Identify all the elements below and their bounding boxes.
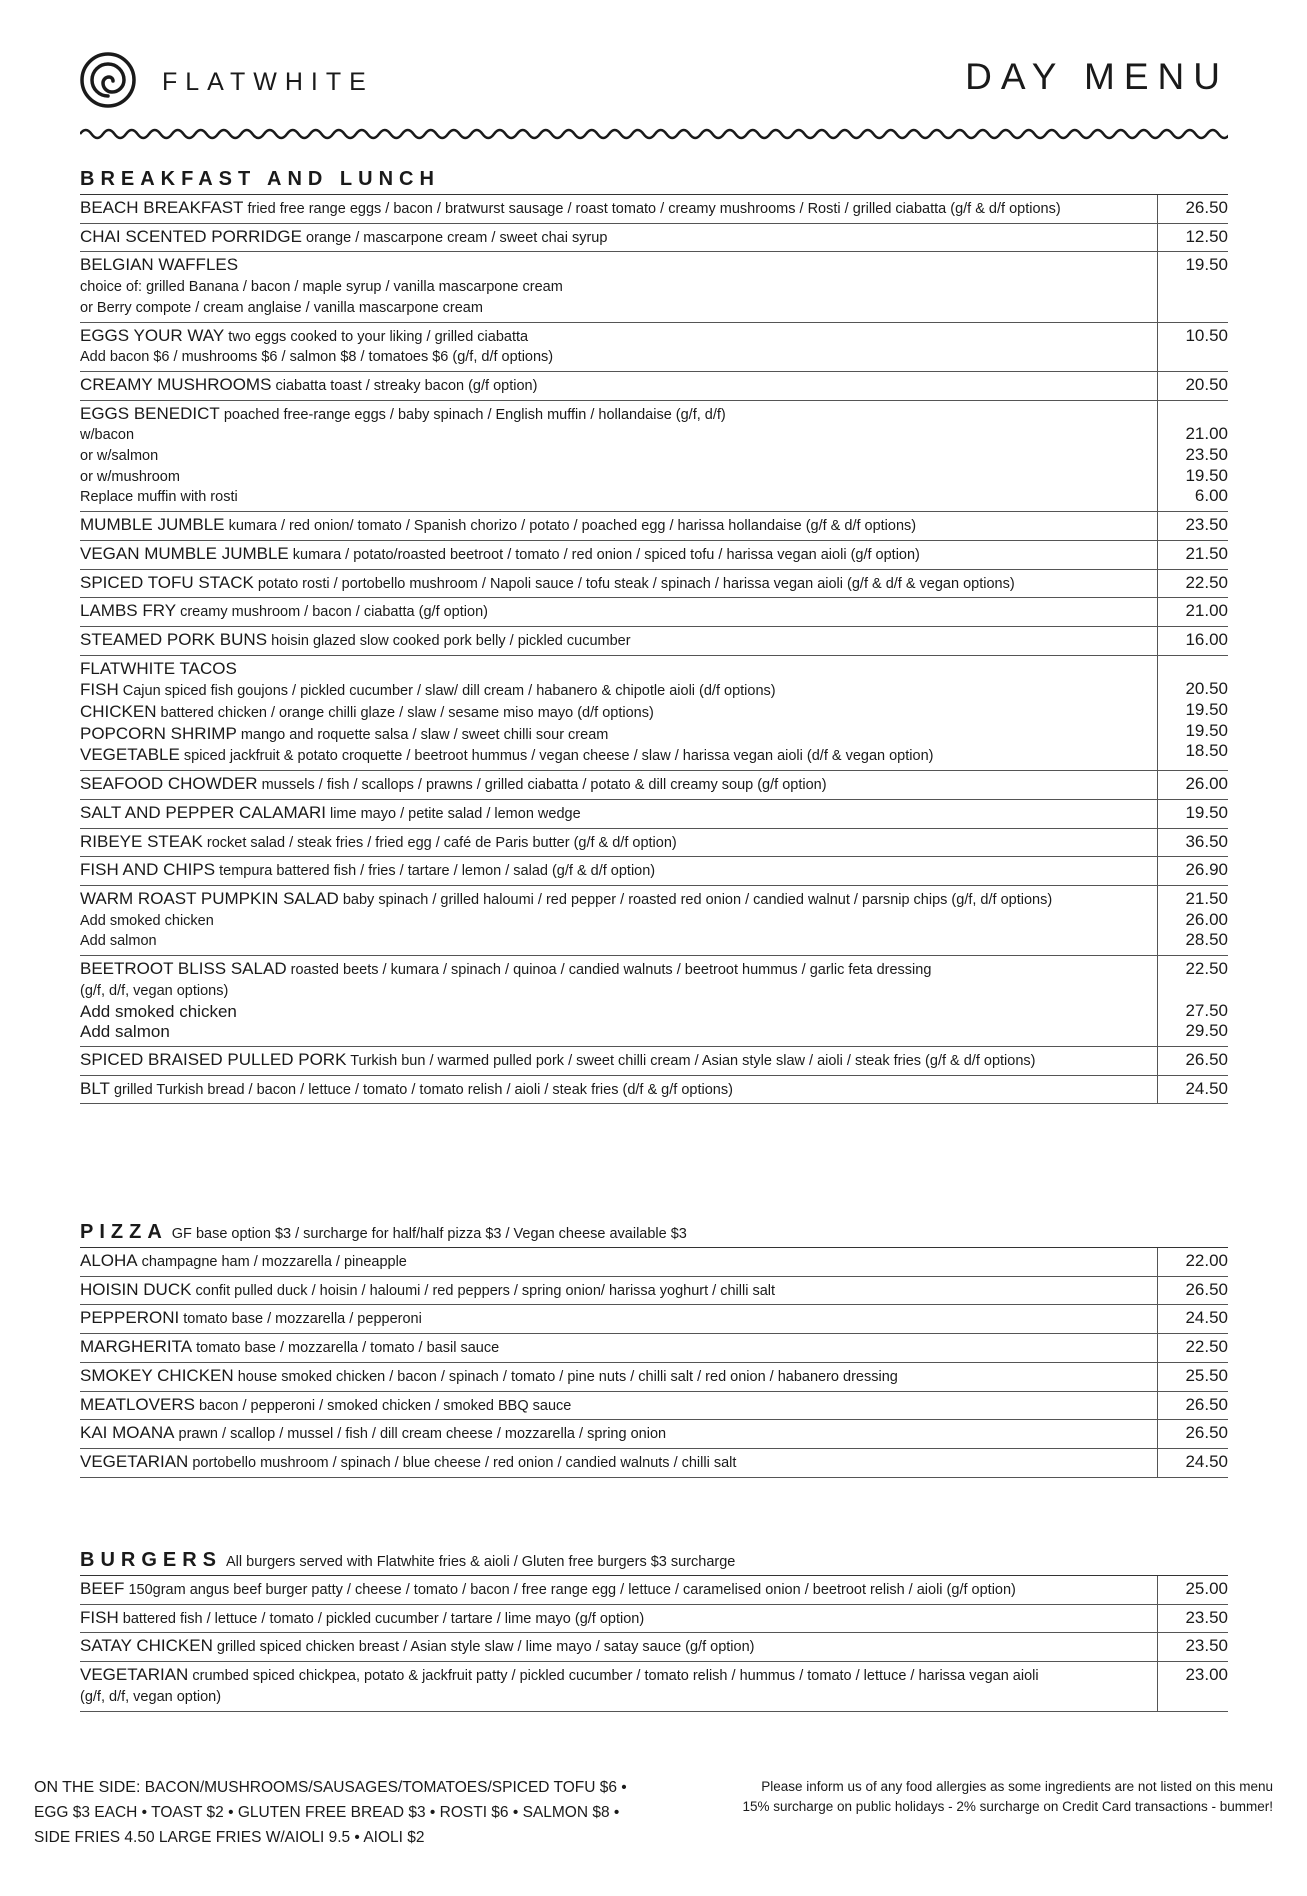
item-line bbox=[80, 1579, 1149, 1601]
item-description: two eggs cooked to your liking / grilled ciabatta bbox=[228, 328, 529, 345]
item-description: ciabatta toast / streaky bacon (g/f option) bbox=[275, 377, 538, 394]
item-option: Add smoked chicken bbox=[80, 912, 214, 929]
side-orders bbox=[34, 1775, 627, 1850]
side-label: ON THE SIDE: bbox=[34, 1779, 141, 1796]
price-value bbox=[1158, 659, 1228, 680]
item-details bbox=[80, 829, 1158, 857]
menu-item-spiced-braised-pulled-pork bbox=[80, 1047, 1228, 1076]
item-line bbox=[80, 1366, 1149, 1388]
item-line bbox=[80, 860, 1149, 882]
taco-popcorn-shrimp bbox=[80, 724, 1149, 746]
item-name: CREAMY MUSHROOMS bbox=[80, 374, 272, 394]
item-line bbox=[80, 601, 1149, 623]
price-value: 19.50 bbox=[1185, 465, 1228, 485]
item-details bbox=[80, 1392, 1158, 1420]
menu-item-salt-and-pepper-calamari bbox=[80, 800, 1228, 829]
price-value: 23.50 bbox=[1185, 515, 1228, 535]
item-description: lime mayo / petite salad / lemon wedge bbox=[329, 805, 581, 822]
price-value: 36.50 bbox=[1185, 831, 1228, 851]
item-description: grilled spiced chicken breast / Asian style slaw / lime mayo / satay sauce (g/f option) bbox=[216, 1639, 755, 1656]
item-line bbox=[80, 1050, 1149, 1072]
menu-item-lambs-fry bbox=[80, 598, 1228, 627]
item-name: MEATLOVERS bbox=[80, 1394, 195, 1414]
item-details bbox=[80, 800, 1158, 828]
item-name: HOISIN DUCK bbox=[80, 1279, 192, 1299]
price-value: 19.50 bbox=[1185, 802, 1228, 822]
price-value: 29.50 bbox=[1185, 1021, 1228, 1041]
price-value: 21.50 bbox=[1185, 888, 1228, 908]
item-details bbox=[80, 195, 1158, 223]
item-line bbox=[80, 630, 1149, 652]
item-price bbox=[1158, 570, 1228, 598]
price-value bbox=[1158, 980, 1228, 1001]
price-value: 21.00 bbox=[1185, 424, 1228, 444]
price-value: 21.00 bbox=[1185, 601, 1228, 621]
item-details bbox=[80, 956, 1158, 1046]
item-option: w/bacon bbox=[80, 427, 135, 444]
menu-item-steamed-pork-buns bbox=[80, 627, 1228, 656]
menu-item-beetroot-bliss-salad bbox=[80, 956, 1228, 1047]
item-option: (g/f, d/f, vegan option) bbox=[80, 1688, 222, 1705]
taco-description: battered chicken / orange chilli glaze / slaw / sesame miso mayo (d/f options) bbox=[160, 705, 654, 722]
item-description: battered fish / lettuce / tomato / pickled cucumber / tartare / lime mayo (g/f option) bbox=[122, 1610, 645, 1627]
taco-name: FISH bbox=[80, 680, 119, 700]
item-name: BEETROOT BLISS SALAD bbox=[80, 959, 287, 979]
taco-description: Cajun spiced fish goujons / pickled cucumber / slaw/ dill cream / habanero & chipotle aioli (d/f options) bbox=[122, 683, 776, 700]
item-option: choice of: grilled Banana / bacon / maple syrup / vanilla mascarpone cream bbox=[80, 279, 563, 296]
item-line bbox=[80, 1395, 1149, 1417]
item-details bbox=[80, 771, 1158, 799]
item-line bbox=[80, 198, 1149, 220]
item-details bbox=[80, 372, 1158, 400]
item-price bbox=[1158, 656, 1228, 771]
item-line bbox=[80, 1251, 1149, 1273]
item-option: or Berry compote / cream anglaise / vanilla mascarpone cream bbox=[80, 299, 483, 316]
menu-item-satay-chicken bbox=[80, 1633, 1228, 1662]
item-details bbox=[80, 224, 1158, 252]
menu-item-mumble-jumble bbox=[80, 512, 1228, 541]
price-value: 24.50 bbox=[1185, 1308, 1228, 1328]
item-details bbox=[80, 1363, 1158, 1391]
item-price bbox=[1158, 372, 1228, 400]
price-value: 24.50 bbox=[1185, 1078, 1228, 1098]
price-value: 19.50 bbox=[1185, 700, 1228, 720]
item-price bbox=[1158, 1662, 1228, 1710]
item-name: BEACH BREAKFAST bbox=[80, 198, 244, 217]
item-price bbox=[1158, 195, 1228, 223]
item-line bbox=[80, 1636, 1149, 1658]
item-name: WARM ROAST PUMPKIN SALAD bbox=[80, 888, 339, 908]
brand-name: FLATWHITE bbox=[162, 68, 374, 96]
menu-item-vegetarian bbox=[80, 1662, 1228, 1711]
surcharge-note: 15% surcharge on public holidays - 2% surcharge on Credit Card transactions - bummer! bbox=[742, 1799, 1273, 1814]
item-line bbox=[80, 1308, 1149, 1330]
item-details bbox=[80, 401, 1158, 512]
item-price bbox=[1158, 1248, 1228, 1276]
item-price bbox=[1158, 598, 1228, 626]
item-name: PEPPERONI bbox=[80, 1308, 180, 1328]
price-value: 6.00 bbox=[1194, 486, 1228, 506]
menu-item-flatwhite-tacos bbox=[80, 656, 1228, 772]
menu-item-belgian-waffles bbox=[80, 252, 1228, 322]
menu-item-vegetarian bbox=[80, 1449, 1228, 1478]
taco-vegetable bbox=[80, 745, 1149, 767]
price-value: 27.50 bbox=[1185, 1000, 1228, 1020]
item-price bbox=[1158, 323, 1228, 371]
item-details bbox=[80, 1605, 1158, 1633]
item-description: hoisin glazed slow cooked pork belly / pickled cucumber bbox=[271, 632, 631, 649]
item-price bbox=[1158, 1420, 1228, 1448]
menu-item-vegan-mumble-jumble bbox=[80, 541, 1228, 570]
item-description: baby spinach / grilled haloumi / red pepper / roasted red onion / candied walnut / parsnip chips (g/f, d/f options) bbox=[342, 891, 1053, 908]
item-name: VEGETARIAN bbox=[80, 1451, 189, 1471]
item-details bbox=[80, 1047, 1158, 1075]
item-price bbox=[1158, 800, 1228, 828]
section-note: All burgers served with Flatwhite fries & aioli / Gluten free burgers $3 surcharge bbox=[226, 1554, 736, 1570]
taco-name: POPCORN SHRIMP bbox=[80, 723, 237, 743]
price-value: 26.50 bbox=[1185, 1394, 1228, 1414]
menu-item-chai-scented-porridge bbox=[80, 224, 1228, 253]
item-line bbox=[80, 803, 1149, 825]
item-option: Replace muffin with rosti bbox=[80, 489, 238, 506]
menu-item-seafood-chowder bbox=[80, 771, 1228, 800]
item-addon: Add salmon bbox=[80, 1022, 170, 1042]
item-price bbox=[1158, 1605, 1228, 1633]
item-line bbox=[80, 404, 1149, 426]
taco-chicken bbox=[80, 702, 1149, 724]
wave-divider bbox=[80, 123, 1228, 145]
item-line bbox=[80, 573, 1149, 595]
item-name: VEGETARIAN bbox=[80, 1665, 189, 1685]
item-line bbox=[80, 1280, 1149, 1302]
item-description: kumara / potato/roasted beetroot / tomato / red onion / spiced tofu / harissa vegan aioli (g/f option) bbox=[292, 546, 920, 563]
item-description: mussels / fish / scallops / prawns / grilled ciabatta / potato & dill creamy soup (g/f option) bbox=[261, 777, 827, 794]
menu-item-meatlovers bbox=[80, 1392, 1228, 1421]
item-details bbox=[80, 857, 1158, 885]
item-name: SALT AND PEPPER CALAMARI bbox=[80, 802, 326, 822]
item-price bbox=[1158, 512, 1228, 540]
item-name: MARGHERITA bbox=[80, 1337, 193, 1357]
menu-item-eggs-your-way bbox=[80, 323, 1228, 372]
item-name: CHAI SCENTED PORRIDGE bbox=[80, 226, 302, 246]
menu-item-beef bbox=[80, 1576, 1228, 1605]
item-description: roasted beets / kumara / spinach / quinoa / candied walnuts / beetroot hummus / garlic feta dressing bbox=[290, 962, 932, 979]
price-value: 26.50 bbox=[1185, 1049, 1228, 1069]
section-header bbox=[80, 166, 1228, 192]
menu-item-warm-roast-pumpkin-salad bbox=[80, 886, 1228, 956]
item-line bbox=[80, 959, 1149, 981]
price-value: 12.50 bbox=[1185, 226, 1228, 246]
item-description: champagne ham / mozzarella / pineapple bbox=[141, 1254, 407, 1270]
price-value: 22.00 bbox=[1185, 1251, 1228, 1270]
item-description: tempura battered fish / fries / tartare / lemon / salad (g/f & d/f option) bbox=[219, 863, 656, 880]
item-line bbox=[80, 1452, 1149, 1474]
side-line: BACON/MUSHROOMS/SAUSAGES/TOMATOES/SPICED TOFU $6 • bbox=[144, 1779, 627, 1796]
item-price bbox=[1158, 956, 1228, 1046]
taco-description: spiced jackfruit & potato croquette / beetroot hummus / vegan cheese / slaw / harissa vegan aioli (d/f & vegan option) bbox=[183, 748, 934, 765]
price-value: 26.50 bbox=[1185, 1423, 1228, 1443]
allergy-note: Please inform us of any food allergies as some ingredients are not listed on this menu bbox=[761, 1779, 1273, 1794]
price-value: 25.50 bbox=[1185, 1365, 1228, 1385]
taco-fish bbox=[80, 680, 1149, 702]
item-description: grilled Turkish bread / bacon / lettuce / tomato / tomato relish / aioli / steak fries (d/f & g/f options) bbox=[113, 1081, 733, 1098]
menu-item-creamy-mushrooms bbox=[80, 372, 1228, 401]
menu-notes bbox=[742, 1777, 1273, 1817]
item-name: ALOHA bbox=[80, 1251, 138, 1270]
item-price bbox=[1158, 886, 1228, 955]
item-addon: Add smoked chicken bbox=[80, 1001, 237, 1021]
menu-item-beach-breakfast bbox=[80, 195, 1228, 224]
section-title: BURGERS bbox=[80, 1549, 223, 1571]
item-name: SMOKEY CHICKEN bbox=[80, 1365, 234, 1385]
price-value bbox=[1158, 404, 1228, 425]
price-value: 22.50 bbox=[1185, 572, 1228, 592]
item-name: SPICED TOFU STACK bbox=[80, 572, 254, 592]
item-details bbox=[80, 1334, 1158, 1362]
item-description: portobello mushroom / spinach / blue cheese / red onion / candied walnuts / chilli salt bbox=[192, 1454, 737, 1471]
item-option: or w/mushroom bbox=[80, 468, 180, 485]
menu-item-margherita bbox=[80, 1334, 1228, 1363]
section-header bbox=[80, 1547, 1228, 1573]
price-value: 22.50 bbox=[1185, 959, 1228, 979]
price-value: 16.00 bbox=[1185, 629, 1228, 649]
item-description: bacon / pepperoni / smoked chicken / smoked BBQ sauce bbox=[198, 1397, 572, 1414]
item-details bbox=[80, 512, 1158, 540]
item-description: creamy mushroom / bacon / ciabatta (g/f option) bbox=[180, 604, 488, 621]
item-line bbox=[80, 375, 1149, 397]
price-value: 26.90 bbox=[1185, 860, 1228, 880]
item-price bbox=[1158, 1305, 1228, 1333]
section-header bbox=[80, 1219, 1228, 1245]
item-description: tomato base / mozzarella / pepperoni bbox=[183, 1311, 422, 1328]
item-name: KAI MOANA bbox=[80, 1423, 175, 1443]
side-line: EGG $3 EACH • TOAST $2 • GLUTEN FREE BREAD $3 • ROSTI $6 • SALMON $8 • bbox=[34, 1804, 620, 1821]
item-name: MUMBLE JUMBLE bbox=[80, 515, 225, 535]
item-description: 150gram angus beef burger patty / cheese / tomato / bacon / free range egg / lettuce / caramelised onion / beetroot relish / aioli (g/f option) bbox=[128, 1582, 1016, 1598]
item-price bbox=[1158, 1076, 1228, 1104]
item-details bbox=[80, 1248, 1158, 1276]
item-name: RIBEYE STEAK bbox=[80, 831, 203, 851]
item-description: house smoked chicken / bacon / spinach / tomato / pine nuts / chilli salt / red onion / habanero dressing bbox=[237, 1368, 898, 1385]
menu-item-kai-moana bbox=[80, 1420, 1228, 1449]
item-description: crumbed spiced chickpea, potato & jackfruit patty / pickled cucumber / tomato relish / hummus / tomato / lettuce / harissa vegan aioli bbox=[192, 1668, 1039, 1685]
section-burgers bbox=[80, 1547, 1228, 1712]
item-price bbox=[1158, 1633, 1228, 1661]
item-description: orange / mascarpone cream / sweet chai syrup bbox=[306, 229, 608, 246]
item-details bbox=[80, 1662, 1158, 1710]
item-line bbox=[80, 1337, 1149, 1359]
item-price bbox=[1158, 1363, 1228, 1391]
item-details bbox=[80, 1449, 1158, 1477]
price-value: 18.50 bbox=[1185, 741, 1228, 761]
item-line bbox=[80, 1423, 1149, 1445]
section-title: PIZZA bbox=[80, 1221, 168, 1243]
section-title: BREAKFAST AND LUNCH bbox=[80, 168, 440, 190]
menu-item-smokey-chicken bbox=[80, 1363, 1228, 1392]
item-name: STEAMED PORK BUNS bbox=[80, 629, 268, 649]
section-pizza bbox=[80, 1219, 1228, 1478]
item-option: (g/f, d/f, vegan options) bbox=[80, 982, 229, 999]
item-name: VEGAN MUMBLE JUMBLE bbox=[80, 543, 289, 563]
price-value: 26.50 bbox=[1185, 1279, 1228, 1299]
item-name: EGGS BENEDICT bbox=[80, 403, 220, 423]
item-option: or w/salmon bbox=[80, 448, 159, 465]
item-name: BEEF bbox=[80, 1579, 125, 1598]
item-name: EGGS YOUR WAY bbox=[80, 325, 225, 345]
item-price bbox=[1158, 1449, 1228, 1477]
item-line bbox=[80, 326, 1149, 348]
item-details bbox=[80, 886, 1158, 955]
price-value: 22.50 bbox=[1185, 1337, 1228, 1357]
item-description: prawn / scallop / mussel / fish / dill cream cheese / mozzarella / spring onion bbox=[178, 1426, 667, 1443]
item-name: FISH bbox=[80, 1607, 119, 1627]
item-description: confit pulled duck / hoisin / haloumi / red peppers / spring onion/ harissa yoghurt / chilli salt bbox=[195, 1282, 776, 1299]
item-description: tomato base / mozzarella / tomato / basil sauce bbox=[196, 1340, 500, 1357]
menu-item-blt bbox=[80, 1076, 1228, 1105]
price-value: 19.50 bbox=[1185, 720, 1228, 740]
price-value: 26.50 bbox=[1185, 198, 1228, 217]
item-price bbox=[1158, 224, 1228, 252]
item-details bbox=[80, 570, 1158, 598]
item-details bbox=[80, 598, 1158, 626]
item-line bbox=[80, 889, 1149, 911]
item-line bbox=[80, 544, 1149, 566]
item-price bbox=[1158, 1334, 1228, 1362]
price-value: 21.50 bbox=[1185, 543, 1228, 563]
item-details bbox=[80, 252, 1158, 321]
item-price bbox=[1158, 1576, 1228, 1604]
price-value: 23.00 bbox=[1185, 1665, 1228, 1685]
price-value: 10.50 bbox=[1185, 325, 1228, 345]
item-name: FISH AND CHIPS bbox=[80, 860, 216, 880]
item-price bbox=[1158, 1392, 1228, 1420]
item-name: SEAFOOD CHOWDER bbox=[80, 774, 258, 794]
item-price bbox=[1158, 401, 1228, 512]
item-line bbox=[80, 1608, 1149, 1630]
item-description: fried free range eggs / bacon / bratwurst sausage / roast tomato / creamy mushrooms / Rosti / grilled ciabatta (g/f & d/f options) bbox=[247, 201, 1061, 217]
item-price bbox=[1158, 1277, 1228, 1305]
item-line bbox=[80, 774, 1149, 796]
price-value: 28.50 bbox=[1185, 930, 1228, 950]
item-line bbox=[80, 1665, 1149, 1687]
menu-item-fish bbox=[80, 1605, 1228, 1634]
item-details bbox=[80, 541, 1158, 569]
menu-item-ribeye-steak bbox=[80, 829, 1228, 858]
price-value: 23.50 bbox=[1185, 1607, 1228, 1627]
item-price bbox=[1158, 627, 1228, 655]
item-details bbox=[80, 1277, 1158, 1305]
item-option: Add salmon bbox=[80, 933, 157, 950]
taco-name: CHICKEN bbox=[80, 702, 157, 722]
menu-item-spiced-tofu-stack bbox=[80, 570, 1228, 599]
price-value: 23.50 bbox=[1185, 1636, 1228, 1656]
item-description: poached free-range eggs / baby spinach / English muffin / hollandaise (g/f, d/f) bbox=[223, 406, 726, 423]
price-value: 20.50 bbox=[1185, 679, 1228, 699]
menu-item-fish-and-chips bbox=[80, 857, 1228, 886]
item-details bbox=[80, 1633, 1158, 1661]
price-value: 26.00 bbox=[1185, 909, 1228, 929]
price-value: 20.50 bbox=[1185, 374, 1228, 394]
item-name: SATAY CHICKEN bbox=[80, 1636, 213, 1656]
taco-description: mango and roquette salsa / slaw / sweet chilli sour cream bbox=[240, 726, 609, 743]
item-details bbox=[80, 1305, 1158, 1333]
price-value: 25.00 bbox=[1185, 1579, 1228, 1598]
item-details bbox=[80, 627, 1158, 655]
item-name: FLATWHITE TACOS bbox=[80, 658, 237, 678]
item-line bbox=[80, 255, 1149, 277]
taco-name: VEGETABLE bbox=[80, 745, 180, 765]
item-details bbox=[80, 1420, 1158, 1448]
item-name: SPICED BRAISED PULLED PORK bbox=[80, 1049, 347, 1069]
price-value: 23.50 bbox=[1185, 445, 1228, 465]
item-price bbox=[1158, 857, 1228, 885]
item-description: potato rosti / portobello mushroom / Napoli sauce / tofu steak / spinach / harissa vegan aioli (g/f & d/f & vegan options) bbox=[257, 575, 1015, 592]
item-name: LAMBS FRY bbox=[80, 601, 177, 621]
item-price bbox=[1158, 829, 1228, 857]
item-price bbox=[1158, 771, 1228, 799]
item-description: kumara / red onion/ tomato / Spanish chorizo / potato / poached egg / harissa hollandaise (g/f & d/f options) bbox=[228, 518, 917, 535]
item-details bbox=[80, 323, 1158, 371]
section-note: GF base option $3 / surcharge for half/half pizza $3 / Vegan cheese available $3 bbox=[171, 1226, 687, 1242]
flatwhite-logo-icon bbox=[80, 52, 136, 108]
item-option: Add bacon $6 / mushrooms $6 / salmon $8 / tomatoes $6 (g/f, d/f options) bbox=[80, 349, 554, 366]
menu-item-aloha bbox=[80, 1248, 1228, 1277]
item-name: BLT bbox=[80, 1078, 110, 1098]
side-line: SIDE FRIES 4.50 LARGE FRIES W/AIOLI 9.5 • AIOLI $2 bbox=[34, 1829, 425, 1846]
item-line bbox=[80, 659, 1149, 681]
item-details bbox=[80, 656, 1158, 771]
price-value: 26.00 bbox=[1185, 774, 1228, 794]
price-value: 24.50 bbox=[1185, 1451, 1228, 1471]
item-line bbox=[80, 832, 1149, 854]
item-details bbox=[80, 1076, 1158, 1104]
menu-item-eggs-benedict bbox=[80, 401, 1228, 513]
section-breakfast-lunch bbox=[80, 166, 1228, 1104]
item-description: rocket salad / steak fries / fried egg / café de Paris butter (g/f & d/f option) bbox=[206, 834, 677, 851]
item-price bbox=[1158, 541, 1228, 569]
item-details bbox=[80, 1576, 1158, 1604]
item-name: BELGIAN WAFFLES bbox=[80, 255, 239, 275]
item-line bbox=[80, 227, 1149, 249]
item-line bbox=[80, 1079, 1149, 1101]
item-price bbox=[1158, 252, 1228, 321]
price-value: 19.50 bbox=[1185, 255, 1228, 275]
menu-item-hoisin-duck bbox=[80, 1277, 1228, 1306]
item-line bbox=[80, 515, 1149, 537]
item-price bbox=[1158, 1047, 1228, 1075]
menu-title: DAY MENU bbox=[965, 56, 1229, 97]
item-description: Turkish bun / warmed pulled pork / sweet chilli cream / Asian style slaw / aioli / steak fries (g/f & d/f options) bbox=[350, 1052, 1036, 1069]
menu-item-pepperoni bbox=[80, 1305, 1228, 1334]
